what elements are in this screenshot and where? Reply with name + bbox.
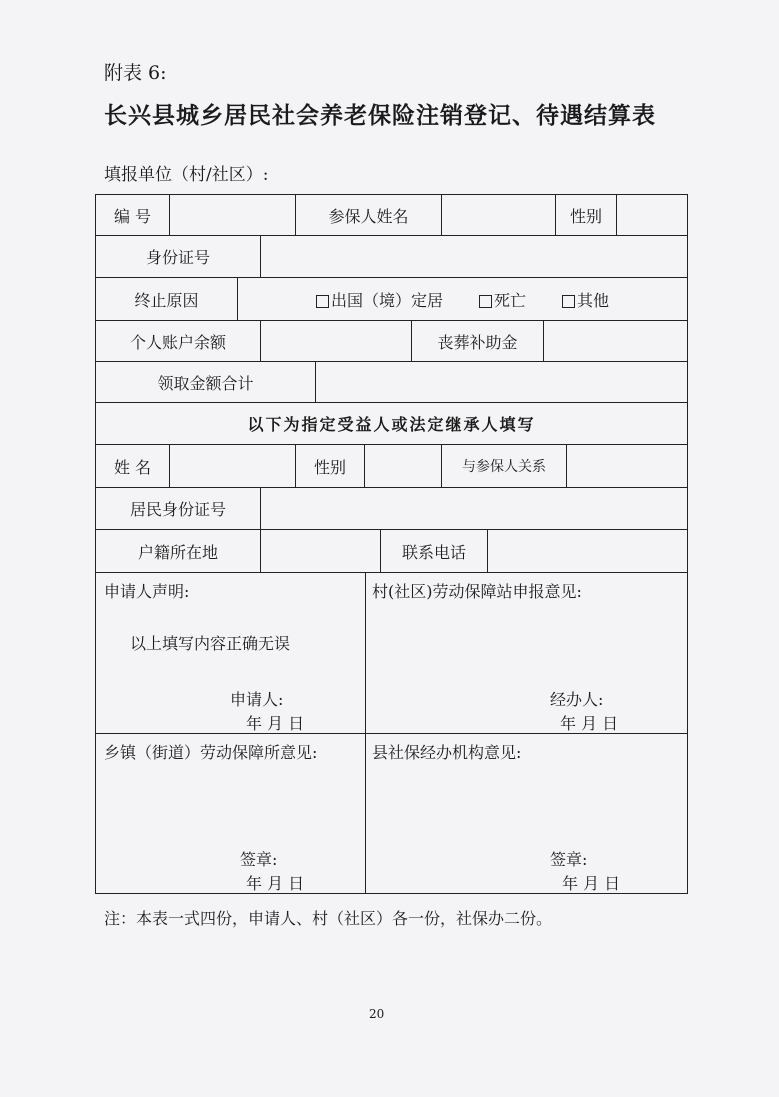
applicant-title: 申请人声明: (104, 582, 190, 601)
funeral-field[interactable] (544, 321, 687, 361)
relation-label: 与参保人关系 (442, 445, 567, 487)
footnote: 注：本表一式四份，申请人、村（社区）各一份，社保办二份。 (104, 909, 553, 928)
beneficiary-heading: 以下为指定受益人或法定继承人填写 (247, 415, 536, 434)
phone-field[interactable] (488, 530, 687, 572)
checkbox-abroad[interactable] (316, 295, 329, 308)
town-title: 乡镇（街道）劳动保障所意见: (104, 743, 318, 762)
gender2-field[interactable] (365, 445, 442, 487)
applicant-text: 以上填写内容正确无误 (130, 634, 291, 653)
applicant-date: 年 月 日 (246, 714, 305, 733)
village-title: 村(社区)劳动保障站申报意见: (372, 582, 582, 601)
row-beneficiary-heading (96, 403, 687, 445)
household-label: 户籍所在地 (96, 530, 261, 572)
row-beneficiary-name (96, 445, 687, 488)
number-field[interactable] (170, 195, 296, 235)
name-field[interactable] (170, 445, 296, 487)
number-label: 编 号 (96, 195, 170, 235)
town-sign-label: 签章: (240, 850, 278, 869)
option-death: 死亡 (493, 290, 526, 310)
household-field[interactable] (261, 530, 381, 572)
termination-label: 终止原因 (96, 278, 238, 320)
town-date: 年 月 日 (246, 874, 305, 893)
checkbox-death[interactable] (479, 295, 492, 308)
funeral-label: 丧葬补助金 (412, 321, 544, 361)
village-sign-label: 经办人: (550, 690, 604, 709)
id-field[interactable] (261, 236, 687, 277)
row-id (96, 236, 687, 278)
row-total (96, 362, 687, 403)
row-household (96, 530, 687, 573)
row-balance (96, 321, 687, 362)
county-sign-label: 签章: (550, 850, 588, 869)
relation-field[interactable] (567, 445, 687, 487)
option-abroad: 出国（境）定居 (330, 290, 443, 310)
annex-label: 附表 6: (104, 62, 167, 84)
insured-name-field[interactable] (442, 195, 556, 235)
county-title: 县社保经办机构意见: (372, 743, 522, 762)
termination-options (238, 278, 687, 320)
row-resident-id (96, 488, 687, 530)
resident-id-field[interactable] (261, 488, 687, 529)
total-field[interactable] (316, 362, 687, 402)
total-label: 领取金额合计 (96, 362, 316, 402)
gender-field[interactable] (617, 195, 687, 235)
gender-label: 性别 (556, 195, 617, 235)
applicant-sign-label: 申请人: (230, 690, 284, 709)
row-termination (96, 278, 687, 321)
name-label: 姓 名 (96, 445, 170, 487)
option-other: 其他 (577, 290, 610, 310)
insured-name-label: 参保人姓名 (296, 195, 442, 235)
phone-label: 联系电话 (381, 530, 488, 572)
id-label: 身份证号 (96, 236, 261, 277)
settlement-form-table (95, 194, 688, 894)
balance-label: 个人账户余额 (96, 321, 261, 361)
county-date: 年 月 日 (562, 874, 621, 893)
gender2-label: 性别 (296, 445, 365, 487)
checkbox-other[interactable] (562, 295, 575, 308)
balance-field[interactable] (261, 321, 412, 361)
resident-id-label: 居民身份证号 (96, 488, 261, 529)
row-number (96, 195, 687, 236)
form-title: 长兴县城乡居民社会养老保险注销登记、待遇结算表 (104, 102, 656, 129)
village-date: 年 月 日 (560, 714, 619, 733)
fill-unit-label: 填报单位（村/社区）: (104, 165, 269, 185)
page-number: 20 (369, 1007, 385, 1021)
